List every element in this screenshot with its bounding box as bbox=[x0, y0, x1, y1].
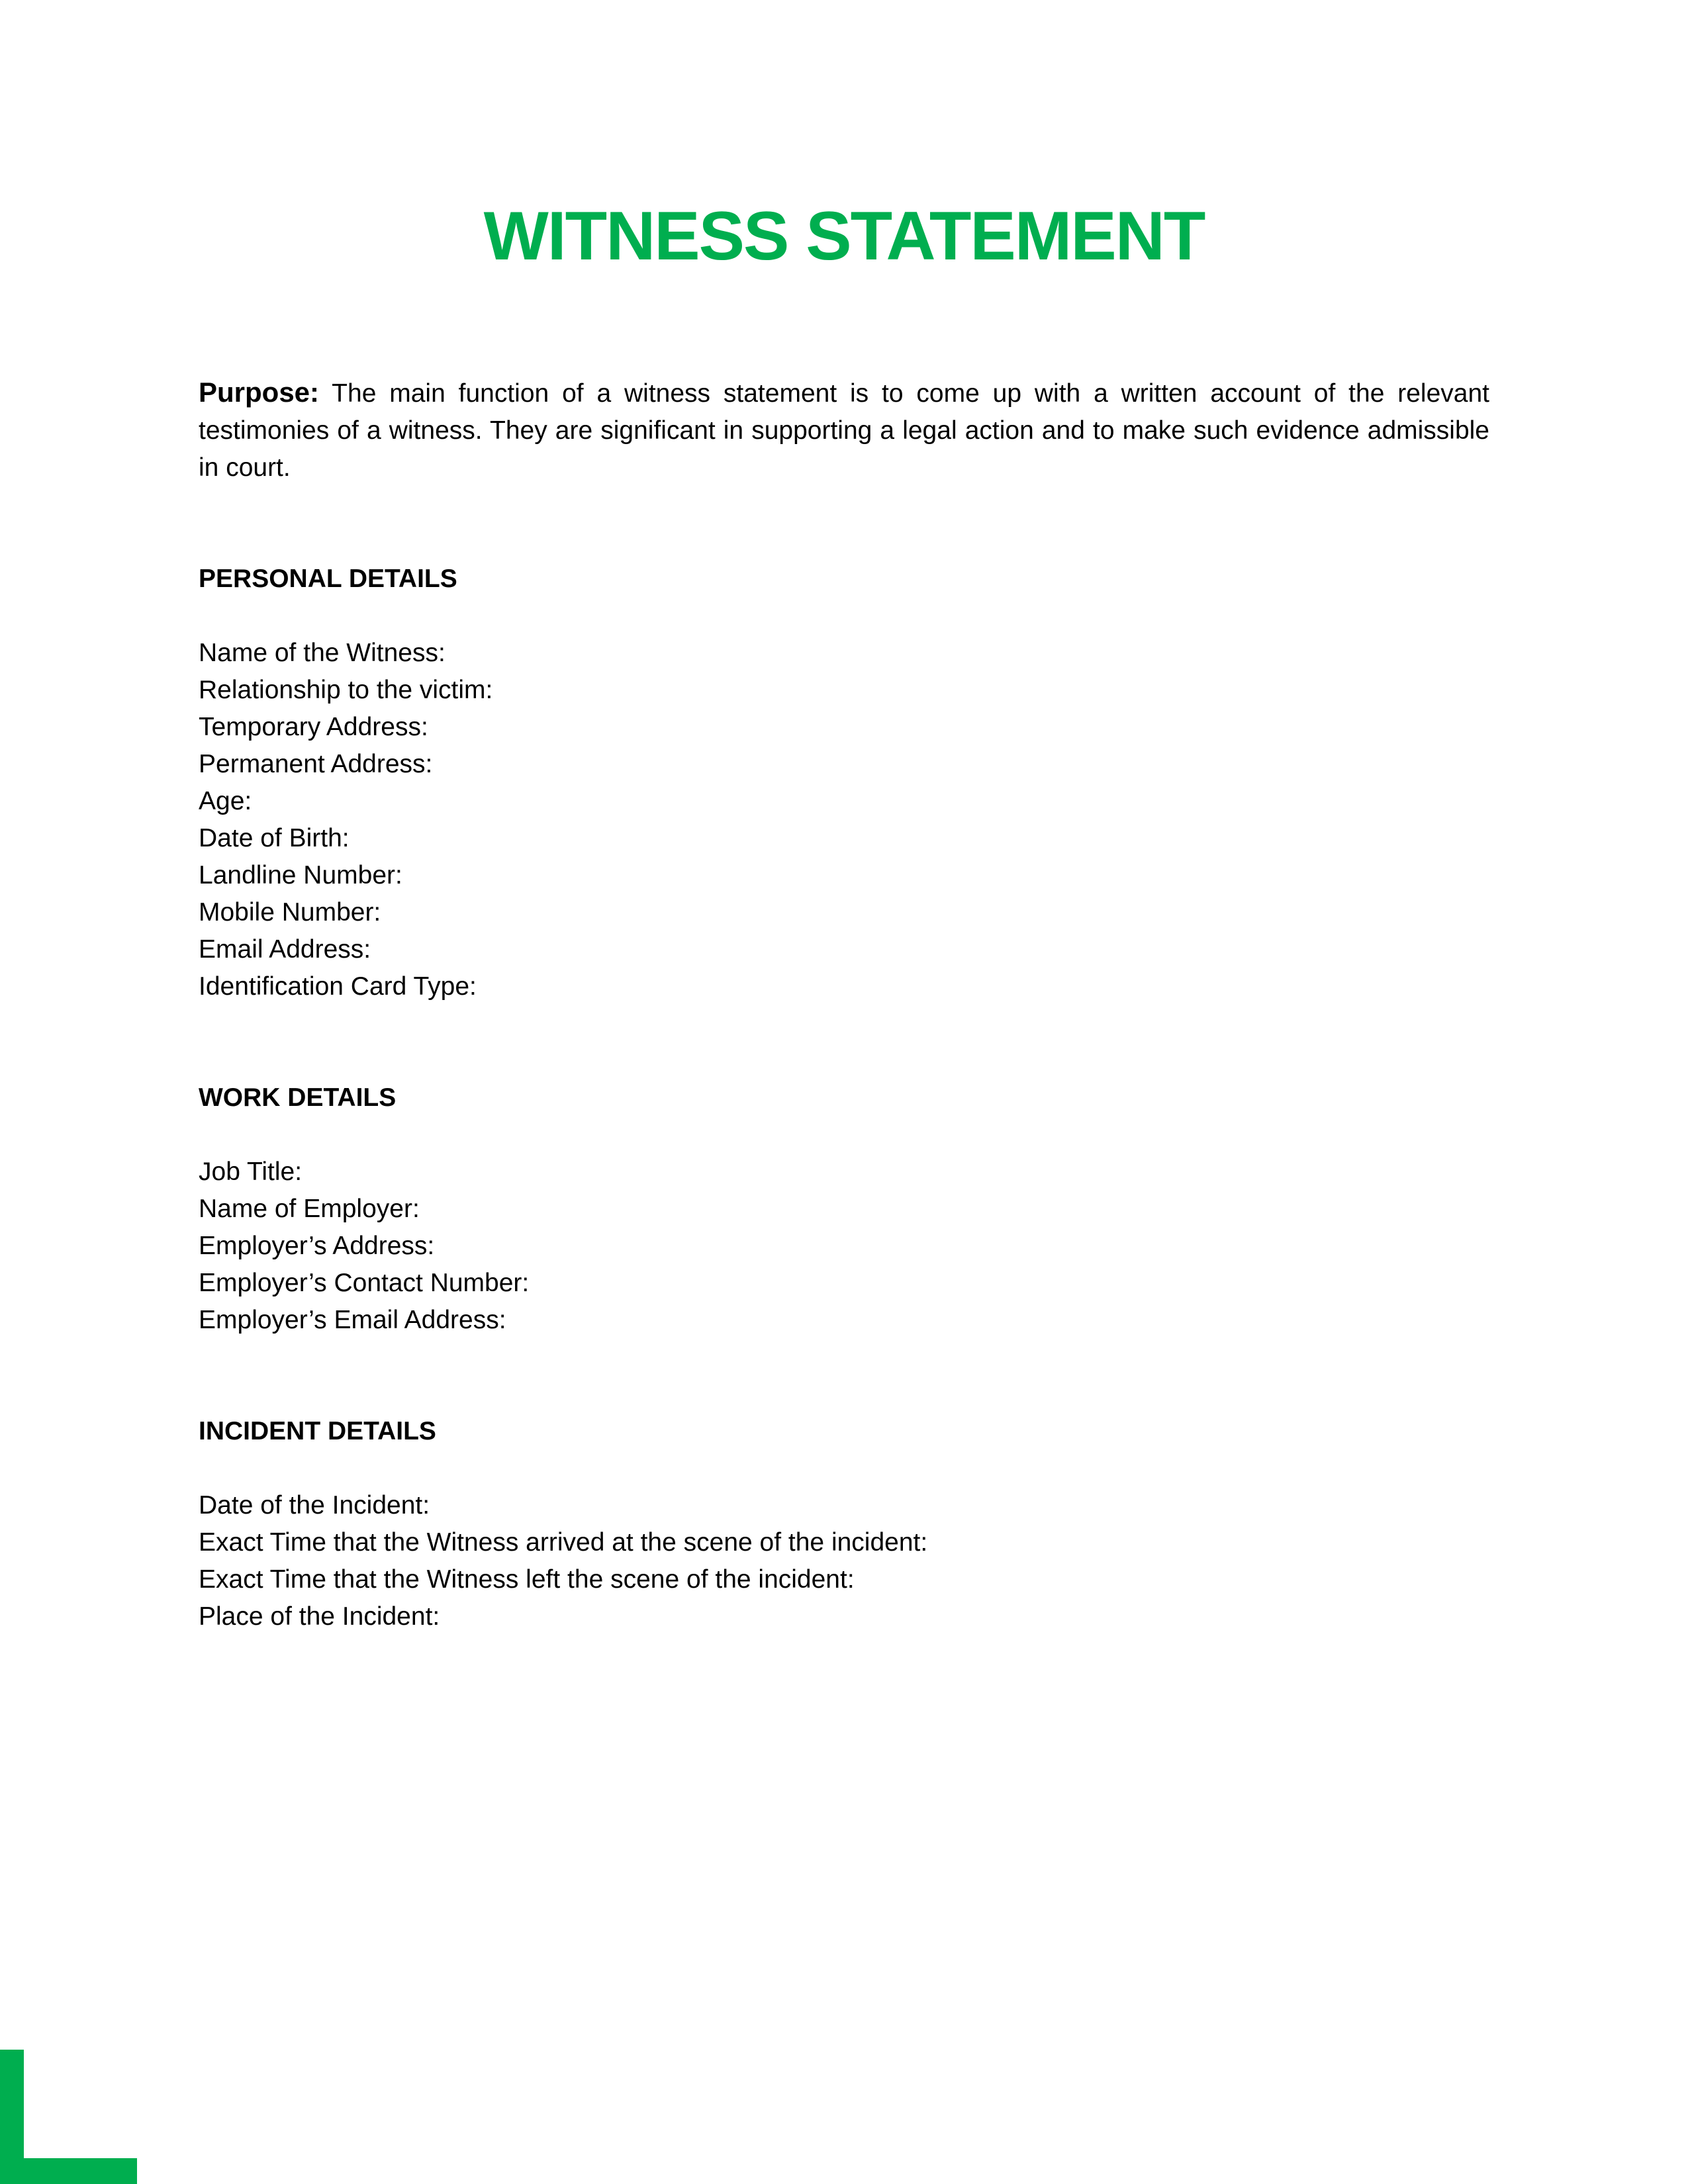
document-body bbox=[199, 374, 1489, 1635]
field-place-of-incident: Place of the Incident: bbox=[199, 1602, 440, 1631]
field-landline-number: Landline Number: bbox=[199, 861, 402, 889]
field-employer-address: Employer’s Address: bbox=[199, 1232, 435, 1260]
field-employer-contact-number: Employer’s Contact Number: bbox=[199, 1269, 530, 1297]
section-incident-details bbox=[199, 1413, 1489, 1635]
field-email-address: Email Address: bbox=[199, 935, 371, 964]
purpose-paragraph bbox=[199, 374, 1489, 486]
field-job-title: Job Title: bbox=[199, 1158, 303, 1186]
section-heading: INCIDENT DETAILS bbox=[199, 1417, 436, 1445]
field-age: Age: bbox=[199, 787, 252, 815]
field-date-of-birth: Date of Birth: bbox=[199, 824, 350, 852]
field-mobile-number: Mobile Number: bbox=[199, 898, 381, 927]
purpose-text: The main function of a witness statement is to come up with a written account of the relevant testimonies of a witness. They are significant in supporting a legal action and to make such evidence admissible in court. bbox=[199, 379, 1489, 482]
field-date-of-incident: Date of the Incident: bbox=[199, 1491, 430, 1520]
field-employer-email-address: Employer’s Email Address: bbox=[199, 1306, 506, 1334]
field-name-of-witness: Name of the Witness: bbox=[199, 639, 445, 667]
field-temporary-address: Temporary Address: bbox=[199, 713, 428, 741]
document-title: WITNESS STATEMENT bbox=[483, 198, 1205, 275]
field-relationship: Relationship to the victim: bbox=[199, 676, 493, 704]
section-heading: WORK DETAILS bbox=[199, 1083, 397, 1112]
section-heading: PERSONAL DETAILS bbox=[199, 565, 457, 593]
field-time-arrived: Exact Time that the Witness arrived at the scene of the incident: bbox=[199, 1528, 928, 1557]
field-name-of-employer: Name of Employer: bbox=[199, 1195, 420, 1223]
section-work-details bbox=[199, 1079, 1489, 1339]
corner-decoration-horizontal bbox=[0, 2158, 137, 2184]
field-id-card-type: Identification Card Type: bbox=[199, 972, 477, 1001]
section-personal-details bbox=[199, 561, 1489, 1005]
purpose-label: Purpose: bbox=[199, 377, 320, 408]
field-time-left: Exact Time that the Witness left the scene of the incident: bbox=[199, 1565, 855, 1594]
field-permanent-address: Permanent Address: bbox=[199, 750, 433, 778]
